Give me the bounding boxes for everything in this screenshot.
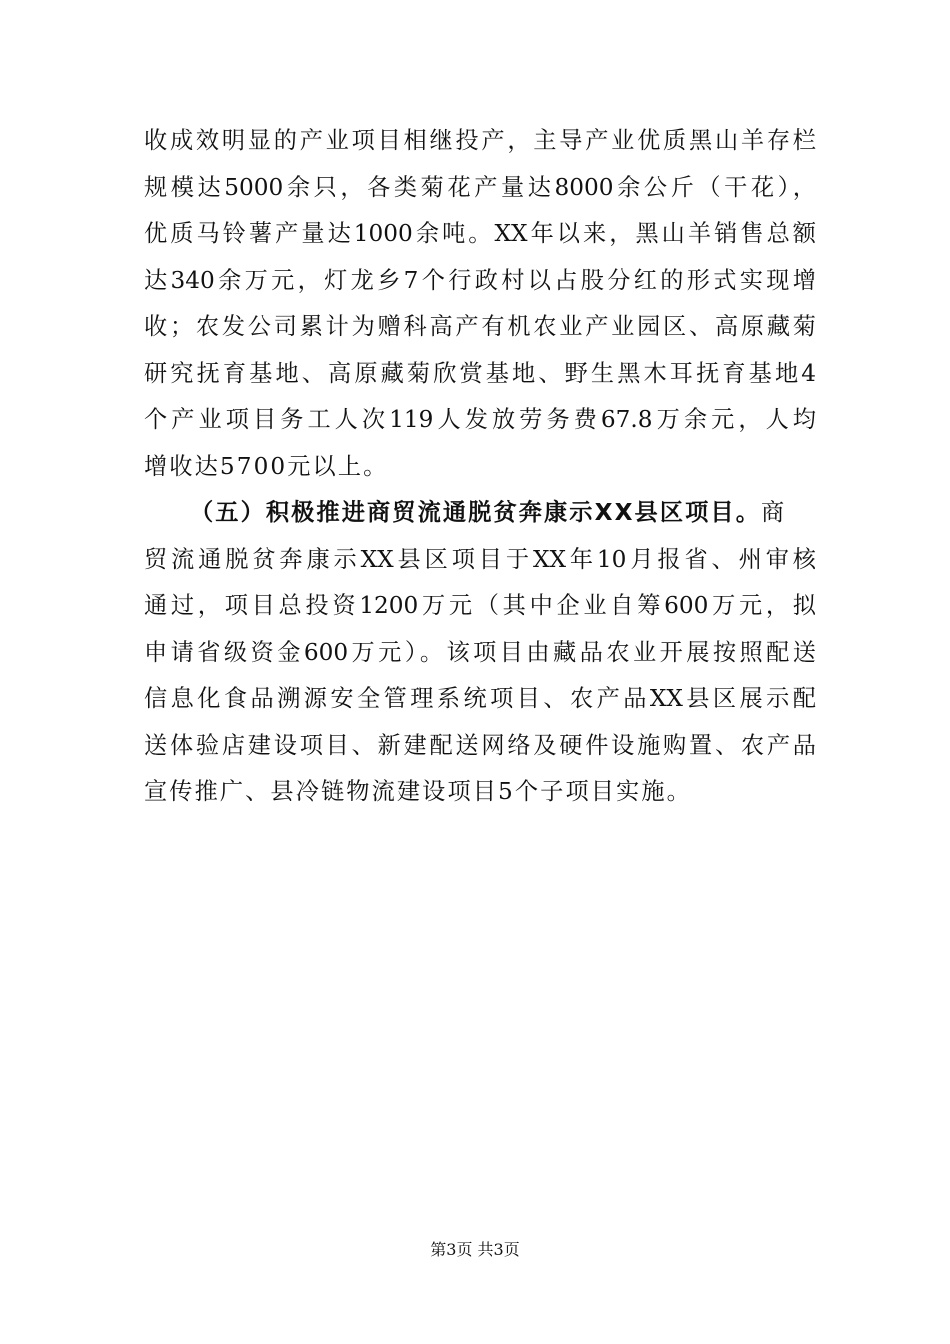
text-line: 收；农发公司累计为赠科高产有机农业产业园区、高原藏菊 [144, 313, 816, 340]
document-body [144, 118, 816, 816]
text-line: 达340余万元，灯龙乡7个行政村以占股分红的形式实现增 [144, 266, 816, 294]
text-line: 贸流通脱贫奔康示XX县区项目于XX年10月报省、州审核 [144, 545, 816, 573]
section-heading: （五）积极推进商贸流通脱贫奔康示XX县区项目。 [190, 499, 761, 526]
text-line: 优质马铃薯产量达1000余吨。XX年以来，黑山羊销售总额 [144, 220, 816, 247]
text-line: 收成效明显的产业项目相继投产，主导产业优质黑山羊存栏 [144, 127, 816, 154]
paragraph-2 [144, 490, 816, 816]
text-line: 个产业项目务工人次119人发放劳务费67.8万余元，人均 [144, 406, 816, 433]
text-line: 送体验店建设项目、新建配送网络及硬件设施购置、农产品 [144, 731, 816, 759]
text-line: 研究抚育基地、高原藏菊欣赏基地、野生黑木耳抚育基地4 [144, 359, 816, 387]
text-fragment: 商 [761, 499, 787, 526]
page-number-footer: 第3页 共3页 [430, 1240, 520, 1259]
paragraph-1 [144, 118, 816, 490]
text-line: 增收达5700元以上。 [144, 452, 389, 480]
text-line: 通过，项目总投资1200万元（其中企业自筹600万元，拟 [144, 592, 816, 619]
text-line-with-heading [144, 490, 816, 537]
text-line: 宣传推广、县冷链物流建设项目5个子项目实施。 [144, 778, 692, 805]
text-line: 申请省级资金600万元）。该项目由藏品农业开展按照配送 [144, 638, 816, 666]
text-line: 信息化食品溯源安全管理系统项目、农产品XX县区展示配 [144, 685, 816, 712]
text-line: 规模达5000余只，各类菊花产量达8000余公斤（干花）， [144, 173, 816, 201]
